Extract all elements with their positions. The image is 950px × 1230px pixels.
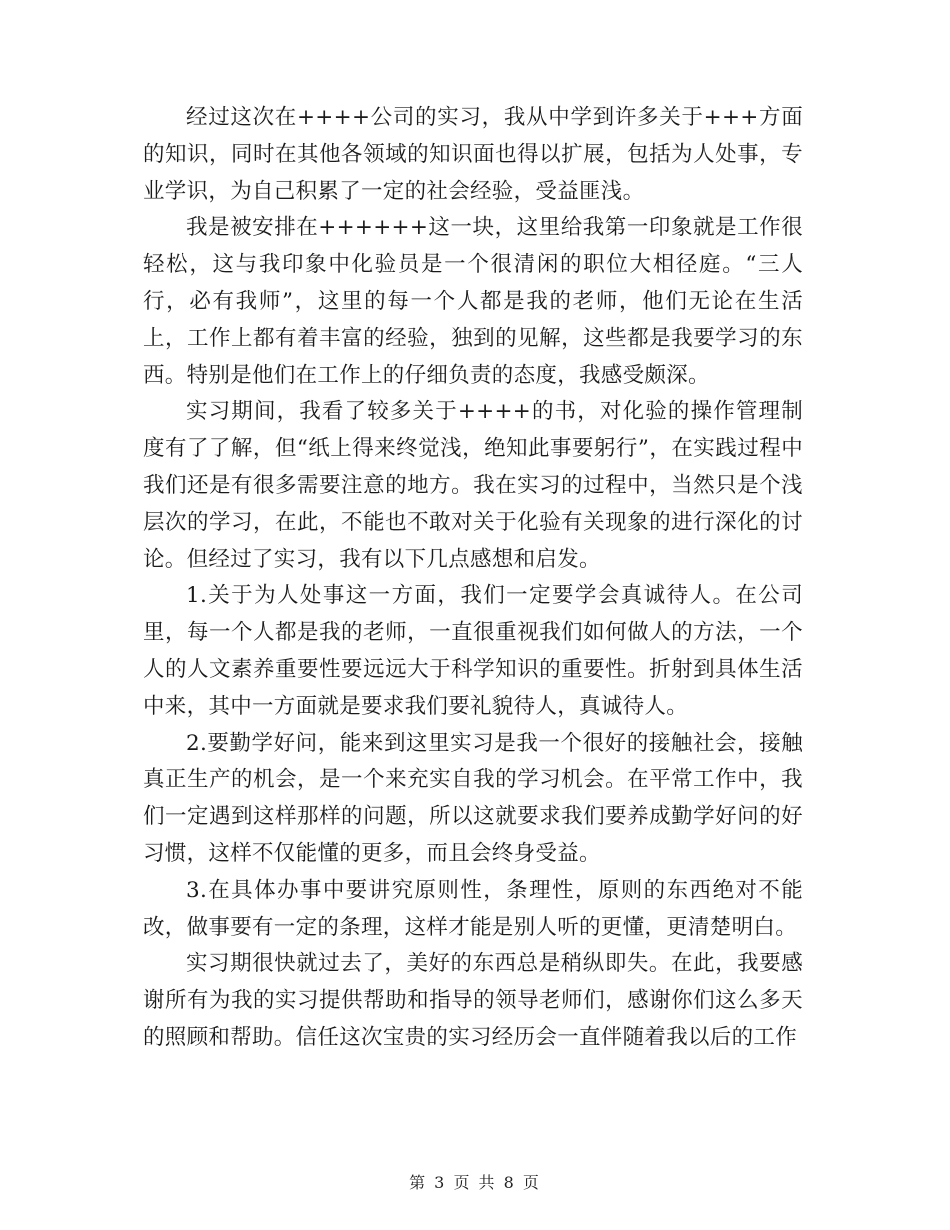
paragraph-2: 我是被安排在++++++这一块，这里给我第一印象就是工作很轻松，这与我印象中化验员是一个很清闲的职位大相径庭。“三人行，必有我师”，这里的每一个人都是我的老师，他们无论在生活上，工作上都有着丰富的经验，独到的见解，这些都是我要学习的东西。特别是他们在工作上的仔细负责的态度，我感受颇深。	[143, 215, 803, 388]
document-body	[143, 100, 803, 1057]
paragraph-7: 实习期很快就过去了，美好的东西总是稍纵即失。在此，我要感谢所有为我的实习提供帮助和指导的领导老师们，感谢你们这么多天的照顾和帮助。信任这次宝贵的实习经历会一直伴随着我以后的工作	[143, 951, 803, 1050]
paragraph-3: 实习期间，我看了较多关于++++的书，对化验的操作管理制度有了了解，但“纸上得来终觉浅，绝知此事要躬行”，在实践过程中我们还是有很多需要注意的地方。我在实习的过程中，当然只是个浅层次的学习，在此，不能也不敢对关于化验有关现象的进行深化的讨论。但经过了实习，我有以下几点感想和启发。	[143, 399, 803, 572]
page-footer: 第 3 页 共 8 页	[409, 1173, 541, 1192]
paragraph-1: 经过这次在++++公司的实习，我从中学到许多关于+++方面的知识，同时在其他各领域的知识面也得以扩展，包括为人处事，专业学识，为自己积累了一定的社会经验，受益匪浅。	[143, 105, 803, 204]
paragraph-6: 3.在具体办事中要讲究原则性，条理性，原则的东西绝对不能改，做事要有一定的条理，这样才能是别人听的更懂，更清楚明白。	[143, 877, 803, 940]
paragraph-5: 2.要勤学好问，能来到这里实习是我一个很好的接触社会，接触真正生产的机会，是一个来充实自我的学习机会。在平常工作中，我们一定遇到这样那样的问题，所以这就要求我们要养成勤学好问的好习惯，这样不仅能懂的更多，而且会终身受益。	[143, 730, 803, 866]
paragraph-4: 1.关于为人处事这一方面，我们一定要学会真诚待人。在公司里，每一个人都是我的老师，一直很重视我们如何做人的方法，一个人的人文素养重要性要远远大于科学知识的重要性。折射到具体生活中来，其中一方面就是要求我们要礼貌待人，真诚待人。	[143, 583, 803, 719]
